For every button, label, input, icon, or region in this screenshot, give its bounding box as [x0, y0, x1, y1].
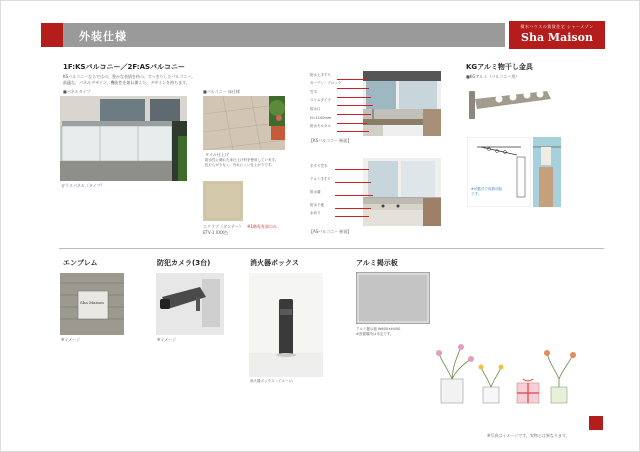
- page-title: 外装仕様: [79, 30, 127, 43]
- color-note: ※1階専有部のみ: [247, 224, 277, 229]
- ks-label-5: 排水口: [310, 107, 321, 111]
- decorative-plants-illustration: [431, 339, 591, 409]
- ks-callout-1: [337, 79, 367, 80]
- as-callout-1: [335, 169, 369, 170]
- as-callout-2: [335, 182, 371, 183]
- as-callout-4: [335, 208, 371, 209]
- balcony-desc-1: KSバルコニーならではの、豊かな表情を持つ、すっきりしたバルコニー。: [63, 74, 196, 79]
- ks-callout-6: [337, 123, 367, 124]
- as-label-2: アルミ手すり: [310, 177, 331, 181]
- balcony-tile-photo: [203, 96, 285, 150]
- extinguisher-title: 消火器ボックス: [250, 259, 299, 267]
- extinguisher-photo: [249, 273, 323, 377]
- ks-callout-7: [337, 131, 369, 132]
- color-code: ETV-1 XXX色: [203, 230, 228, 235]
- ks-label-3: 笠木: [310, 90, 317, 94]
- as-callout-3: [335, 195, 373, 196]
- ks-callout-4: [337, 105, 373, 106]
- ks-callout-2: [337, 88, 369, 89]
- hanger-note-1: ※可動式で収納可能: [471, 187, 502, 191]
- hanger-note-2: です。: [471, 192, 482, 196]
- logo-tagline: 積水ハウスの賃貸住宅 シャーメゾン: [520, 24, 594, 29]
- ks-callout-3: [337, 97, 371, 98]
- camera-title: 防犯カメラ(3台): [157, 259, 211, 267]
- board-title: アルミ掲示板: [356, 259, 398, 267]
- as-callout-5: [335, 216, 369, 217]
- as-label-5: 水切り: [310, 211, 321, 215]
- hanger-label: ■KGアルミ（バルコニー用）: [466, 74, 520, 79]
- footer-accent: [589, 416, 603, 430]
- ks-label-7: 防水モルタル: [310, 124, 331, 128]
- balcony-glass-photo: [60, 96, 187, 181]
- glass-caption: ガラスパネル（タイプ）: [61, 183, 105, 188]
- emblem-title: エンブレム: [63, 259, 98, 267]
- tile-caption-2: 防水性に優れた床仕上げ材を使用しています。: [205, 158, 279, 162]
- balcony-desc-2: 最適な、パネルデザイン、機能性を兼ね備えた、デザインを持ちます。: [63, 80, 190, 85]
- camera-caption: ※イメージ: [157, 337, 177, 342]
- emblem-text: Sha Maison: [80, 300, 104, 305]
- color-caption: エクラブ（ダンテー）: [203, 224, 244, 229]
- board-caption-1: アルミ掲示板 W600×H450: [356, 327, 401, 331]
- header-accent: [41, 23, 63, 47]
- ks-label-2: ガーデン・ブロック: [310, 81, 342, 85]
- ks-label-6: H=1100mm: [310, 116, 332, 120]
- as-caption: 【ASバルコニー 断面】: [309, 229, 352, 234]
- ks-balcony-diagram: [363, 71, 441, 136]
- section-divider: [59, 248, 604, 249]
- as-label-4: 防水下地: [310, 203, 324, 207]
- tile-label: ■バルコニー 床仕様: [203, 89, 241, 94]
- ks-caption: 【KSバルコニー 断面】: [309, 138, 352, 143]
- footer-note: ※写真はイメージです。実物とは異なります。: [487, 433, 570, 438]
- floor-color-swatch: [203, 181, 243, 221]
- as-label-1: 手すり笠木: [310, 164, 328, 168]
- extinguisher-caption: 消火器ボックス（イメージ）: [250, 379, 296, 383]
- tile-caption-1: タイル仕上げ: [205, 152, 229, 157]
- emblem-caption: ※イメージ: [61, 337, 81, 342]
- balcony-title: 1F:KSバルコニー／2F:ASバルコニー: [63, 63, 186, 71]
- header-bar: [63, 23, 505, 47]
- as-balcony-diagram: [363, 158, 441, 226]
- hanger-laundry-photo: [533, 137, 561, 207]
- logo-name: Sha Maison: [521, 31, 593, 44]
- hanger-title: KGアルミ物干し金具: [466, 63, 533, 71]
- tile-caption-3: 色むらが少なく、汚れにくい仕上がりです。: [205, 163, 275, 167]
- ks-label-1: 防水上手すり: [310, 73, 331, 77]
- ks-label-4: スリムタイプ: [310, 98, 331, 102]
- glass-label: ■パネルタイプ: [63, 89, 91, 94]
- ks-callout-5: [337, 114, 371, 115]
- sha-maison-logo: [509, 21, 605, 49]
- bulletin-board-photo: [356, 272, 430, 324]
- hanger-photo: [467, 85, 555, 125]
- board-caption-2: ※設置場所は未定です。: [356, 332, 394, 336]
- as-label-3: 排水溝: [310, 190, 321, 194]
- camera-photo: [156, 273, 224, 335]
